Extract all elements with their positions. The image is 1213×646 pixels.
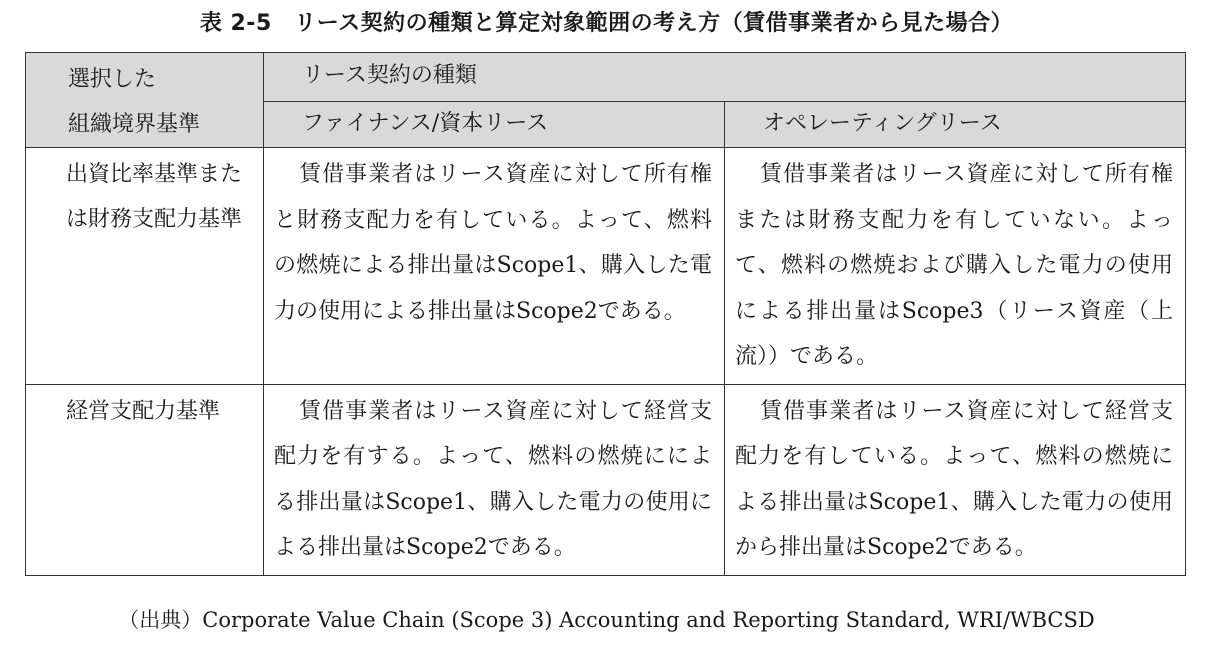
operating-cell	[725, 148, 1186, 385]
operating-cell	[725, 384, 1186, 575]
operating-text: 賃借事業者はリース資産に対して所有権または財務支配力を有していない。よって、燃料の燃焼および購入した電力の使用による排出量はScope3（リース資産（上流））である。	[735, 162, 1173, 369]
selected-label-line1: 選択した	[68, 67, 157, 92]
table-caption: 表 2-5 リース契約の種類と算定対象範囲の考え方（賃借事業者から見た場合）	[199, 11, 1014, 36]
row-label: 出資比率基準または財務支配力基準	[26, 148, 264, 385]
finance-text: 賃借事業者はリース資産に対して所有権と財務支配力を有している。よって、燃料の燃焼による排出量はScope1、購入した電力の使用による排出量はScope2である。	[274, 162, 712, 324]
selected-label-line2: 組織境界基準	[68, 112, 201, 137]
finance-text: 賃借事業者はリース資産に対して経営支配力を有する。よって、燃料の燃焼にによる排出量はScope1、購入した電力の使用による排出量はScope2である。	[274, 398, 712, 560]
selected-boundary-header	[26, 53, 264, 148]
table-row	[26, 148, 1186, 385]
finance-cell	[264, 148, 725, 385]
lease-type-header: リース契約の種類	[264, 53, 1186, 102]
lease-scope-table	[25, 52, 1186, 576]
source-note: （出典）Corporate Value Chain (Scope 3) Accounting and Reporting Standard, WRI/WBCSD	[118, 608, 1095, 632]
table-row	[26, 384, 1186, 575]
finance-cell	[264, 384, 725, 575]
row-label: 経営支配力基準	[26, 384, 264, 575]
operating-text: 賃借事業者はリース資産に対して経営支配力を有している。よって、燃料の燃焼による排出量はScope1、購入した電力の使用から排出量はScope2である。	[735, 398, 1173, 560]
finance-lease-header: ファイナンス/資本リース	[264, 101, 725, 147]
operating-lease-header: オペレーティングリース	[725, 101, 1186, 147]
